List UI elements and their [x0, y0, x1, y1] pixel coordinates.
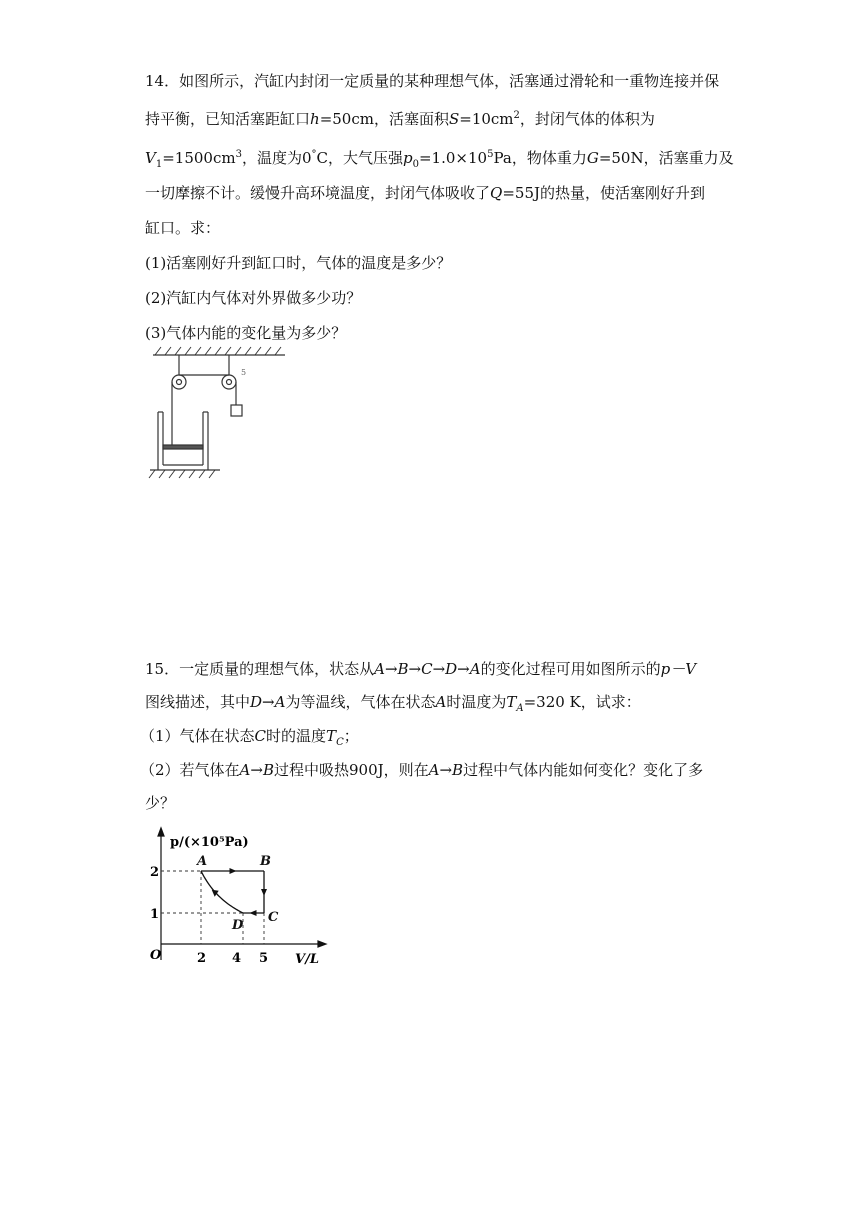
y-axis-arrow	[158, 828, 164, 836]
point-label-D: D	[232, 918, 244, 933]
point-label-A: A	[197, 854, 208, 869]
q14-line4: 一切摩擦不计。缓慢升高环境温度，封闭气体吸收了Q=55J的热量，使活塞刚好升到	[145, 184, 706, 202]
xtick-5: 5	[259, 951, 269, 966]
ytick-2: 2	[150, 865, 160, 880]
fig-label: 5	[241, 368, 247, 377]
pv-graph	[140, 825, 340, 975]
point-label-B: B	[260, 854, 271, 869]
y-axis-label: p/(×10⁵Pa)	[170, 835, 249, 850]
right-pulley	[222, 375, 236, 389]
q15-sub1: （1）气体在状态C时的温度$T_C$；	[140, 727, 359, 748]
isotherm-D-A	[201, 871, 243, 913]
point-label-C: C	[268, 910, 279, 925]
xtick-4: 4	[232, 951, 242, 966]
q14-sub1: (1)活塞刚好升到缸口时，气体的温度是多少？	[145, 254, 452, 272]
q15-sub2: （2）若气体在A→B过程中吸热900J，则在A→B过程中气体内能如何变化？变化了多	[140, 761, 704, 779]
q14-sub2: (2)汽缸内气体对外界做多少功？	[145, 289, 362, 307]
q14-line3: $V_1=1500cm^3$，温度为0°C，大气压强$p_0=1.0\times 10^5Pa$，物体重力G=50N，活塞重力及	[145, 149, 734, 170]
q15-number: 15．	[145, 660, 180, 678]
q14-line5: 缸口。求：	[145, 219, 221, 237]
origin-label: O	[150, 948, 162, 963]
x-axis-label: V/L	[295, 952, 319, 967]
arrow-A-B	[230, 868, 237, 874]
ytick-1: 1	[150, 907, 160, 922]
q14-line2: 持平衡，已知活塞距缸口h=50cm，活塞面积$S=10cm^2$，封闭气体的体积为	[145, 110, 655, 128]
q14-line1: 14．如图所示，汽缸内封闭一定质量的某种理想气体，活塞通过滑轮和一重物连接并保	[145, 72, 720, 90]
q15-sub2-cont: 少？	[145, 794, 176, 812]
x-axis-arrow	[318, 941, 326, 947]
ground-hatch	[149, 470, 215, 478]
weight-block	[231, 405, 242, 416]
q15-line2: 图线描述，其中D→A为等温线，气体在状态A时温度为$T_A=320$ K，试求：	[145, 693, 641, 714]
q15-line1: 15．一定质量的理想气体，状态从A→B→C→D→A的变化过程可用如图所示的p－V	[145, 660, 697, 678]
piston	[163, 445, 203, 449]
arrow-B-C	[261, 889, 267, 896]
left-pulley	[172, 375, 186, 389]
arrow-C-D	[250, 910, 257, 916]
q14-number: 14．	[145, 72, 180, 90]
q14-figure	[145, 345, 295, 480]
q14-sub3: (3)气体内能的变化量为多少？	[145, 324, 347, 342]
ceiling-hatch	[155, 347, 281, 355]
xtick-2: 2	[197, 951, 207, 966]
